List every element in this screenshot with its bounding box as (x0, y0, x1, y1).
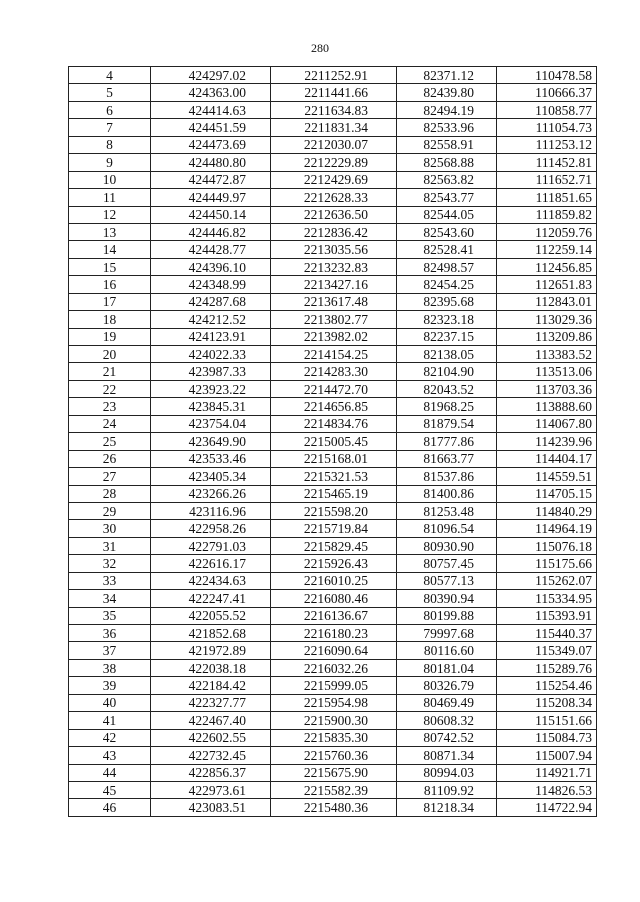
coord-x2-cell: 80390.94 (397, 590, 497, 607)
coord-x2-cell: 82454.25 (397, 276, 497, 293)
coord-x-cell: 423083.51 (151, 799, 271, 816)
coord-y-cell: 2211634.83 (271, 101, 397, 118)
table-row (69, 781, 597, 798)
coord-x-cell: 422791.03 (151, 537, 271, 554)
coord-x2-cell: 80930.90 (397, 537, 497, 554)
table-row (69, 572, 597, 589)
coord-y2-cell: 113703.36 (497, 380, 597, 397)
table-row (69, 607, 597, 624)
coord-y-cell: 2215005.45 (271, 433, 397, 450)
table-row (69, 415, 597, 432)
coord-y-cell: 2213617.48 (271, 293, 397, 310)
coord-y2-cell: 115151.66 (497, 712, 597, 729)
coord-y2-cell: 111859.82 (497, 206, 597, 223)
coord-y-cell: 2213802.77 (271, 311, 397, 328)
coord-x-cell: 424396.10 (151, 258, 271, 275)
coord-x2-cell: 80326.79 (397, 677, 497, 694)
table-row (69, 346, 597, 363)
coord-x-cell: 423649.90 (151, 433, 271, 450)
coord-x-cell: 424451.59 (151, 119, 271, 136)
coord-x2-cell: 80742.52 (397, 729, 497, 746)
coord-y-cell: 2214154.25 (271, 346, 397, 363)
coord-y2-cell: 114559.51 (497, 468, 597, 485)
point-number-cell: 40 (69, 694, 151, 711)
coord-y2-cell: 114404.17 (497, 450, 597, 467)
coord-x-cell: 423987.33 (151, 363, 271, 380)
coord-y-cell: 2215835.30 (271, 729, 397, 746)
coord-x-cell: 421972.89 (151, 642, 271, 659)
coord-x-cell: 424414.63 (151, 101, 271, 118)
coord-x-cell: 424428.77 (151, 241, 271, 258)
point-number-cell: 26 (69, 450, 151, 467)
coord-y-cell: 2215321.53 (271, 468, 397, 485)
coord-x2-cell: 82138.05 (397, 346, 497, 363)
coord-y2-cell: 112651.83 (497, 276, 597, 293)
point-number-cell: 19 (69, 328, 151, 345)
point-number-cell: 36 (69, 625, 151, 642)
point-number-cell: 34 (69, 590, 151, 607)
point-number-cell: 18 (69, 311, 151, 328)
coord-y-cell: 2216080.46 (271, 590, 397, 607)
coord-y2-cell: 115208.34 (497, 694, 597, 711)
coord-y2-cell: 114826.53 (497, 781, 597, 798)
coord-x2-cell: 81253.48 (397, 502, 497, 519)
point-number-cell: 7 (69, 119, 151, 136)
table-row (69, 84, 597, 101)
table-row (69, 311, 597, 328)
coord-y2-cell: 115349.07 (497, 642, 597, 659)
coord-y-cell: 2216136.67 (271, 607, 397, 624)
coord-x2-cell: 81537.86 (397, 468, 497, 485)
coord-x-cell: 422184.42 (151, 677, 271, 694)
table-row (69, 729, 597, 746)
coord-y2-cell: 111452.81 (497, 154, 597, 171)
table-row (69, 258, 597, 275)
coord-x-cell: 424450.14 (151, 206, 271, 223)
coord-x2-cell: 82323.18 (397, 311, 497, 328)
point-number-cell: 10 (69, 171, 151, 188)
point-number-cell: 9 (69, 154, 151, 171)
point-number-cell: 42 (69, 729, 151, 746)
table-row (69, 223, 597, 240)
coord-x2-cell: 81968.25 (397, 398, 497, 415)
table-row (69, 468, 597, 485)
coord-y2-cell: 112843.01 (497, 293, 597, 310)
coord-y2-cell: 112456.85 (497, 258, 597, 275)
coord-x2-cell: 80181.04 (397, 659, 497, 676)
coord-x-cell: 423116.96 (151, 502, 271, 519)
coord-x-cell: 422973.61 (151, 781, 271, 798)
point-number-cell: 37 (69, 642, 151, 659)
coord-y2-cell: 115262.07 (497, 572, 597, 589)
coord-x2-cell: 81109.92 (397, 781, 497, 798)
coord-y2-cell: 111253.12 (497, 136, 597, 153)
coord-y-cell: 2212636.50 (271, 206, 397, 223)
coord-y2-cell: 114921.71 (497, 764, 597, 781)
coord-x-cell: 421852.68 (151, 625, 271, 642)
coord-y-cell: 2214834.76 (271, 415, 397, 432)
coord-x-cell: 422602.55 (151, 729, 271, 746)
table-row (69, 380, 597, 397)
table-row (69, 67, 597, 84)
point-number-cell: 41 (69, 712, 151, 729)
coord-x-cell: 422732.45 (151, 747, 271, 764)
table-row (69, 154, 597, 171)
coord-x2-cell: 82104.90 (397, 363, 497, 380)
coord-y2-cell: 111054.73 (497, 119, 597, 136)
coord-x2-cell: 82563.82 (397, 171, 497, 188)
coord-y2-cell: 115289.76 (497, 659, 597, 676)
table-row (69, 206, 597, 223)
coord-y-cell: 2211831.34 (271, 119, 397, 136)
coord-y2-cell: 115076.18 (497, 537, 597, 554)
coord-y2-cell: 113513.06 (497, 363, 597, 380)
coord-y2-cell: 110478.58 (497, 67, 597, 84)
point-number-cell: 6 (69, 101, 151, 118)
point-number-cell: 16 (69, 276, 151, 293)
coord-x-cell: 424123.91 (151, 328, 271, 345)
point-number-cell: 29 (69, 502, 151, 519)
coord-y-cell: 2216032.26 (271, 659, 397, 676)
coord-y-cell: 2214656.85 (271, 398, 397, 415)
point-number-cell: 33 (69, 572, 151, 589)
coord-y-cell: 2215999.05 (271, 677, 397, 694)
point-number-cell: 21 (69, 363, 151, 380)
coord-y-cell: 2213232.83 (271, 258, 397, 275)
coord-y-cell: 2211441.66 (271, 84, 397, 101)
coord-y-cell: 2215480.36 (271, 799, 397, 816)
coord-x2-cell: 82544.05 (397, 206, 497, 223)
table-row (69, 189, 597, 206)
coord-y-cell: 2212836.42 (271, 223, 397, 240)
coord-x-cell: 423405.34 (151, 468, 271, 485)
point-number-cell: 8 (69, 136, 151, 153)
point-number-cell: 11 (69, 189, 151, 206)
table-row (69, 241, 597, 258)
coord-x-cell: 424480.80 (151, 154, 271, 171)
coord-y2-cell: 115440.37 (497, 625, 597, 642)
coord-y-cell: 2215829.45 (271, 537, 397, 554)
table-row (69, 764, 597, 781)
page-number: 280 (311, 41, 329, 55)
coord-x2-cell: 82533.96 (397, 119, 497, 136)
coord-x-cell: 424212.52 (151, 311, 271, 328)
coord-x2-cell: 82498.57 (397, 258, 497, 275)
coord-x2-cell: 82543.60 (397, 223, 497, 240)
point-number-cell: 17 (69, 293, 151, 310)
point-number-cell: 38 (69, 659, 151, 676)
point-number-cell: 30 (69, 520, 151, 537)
coord-x2-cell: 82568.88 (397, 154, 497, 171)
coord-y-cell: 2215900.30 (271, 712, 397, 729)
coord-y2-cell: 113209.86 (497, 328, 597, 345)
coord-y2-cell: 113888.60 (497, 398, 597, 415)
coord-x2-cell: 82043.52 (397, 380, 497, 397)
coord-y2-cell: 110858.77 (497, 101, 597, 118)
coord-y-cell: 2215719.84 (271, 520, 397, 537)
coord-x-cell: 424449.97 (151, 189, 271, 206)
coord-x-cell: 424363.00 (151, 84, 271, 101)
coord-y-cell: 2215168.01 (271, 450, 397, 467)
point-number-cell: 14 (69, 241, 151, 258)
coord-y2-cell: 114722.94 (497, 799, 597, 816)
coord-x2-cell: 80608.32 (397, 712, 497, 729)
coord-y-cell: 2216090.64 (271, 642, 397, 659)
table-row (69, 485, 597, 502)
coord-y2-cell: 114840.29 (497, 502, 597, 519)
point-number-cell: 46 (69, 799, 151, 816)
table-row (69, 677, 597, 694)
coord-y-cell: 2215582.39 (271, 781, 397, 798)
point-number-cell: 45 (69, 781, 151, 798)
table-row (69, 293, 597, 310)
coord-y-cell: 2212628.33 (271, 189, 397, 206)
coord-x-cell: 423923.22 (151, 380, 271, 397)
point-number-cell: 5 (69, 84, 151, 101)
table-row (69, 712, 597, 729)
coord-x2-cell: 81218.34 (397, 799, 497, 816)
coord-y2-cell: 115084.73 (497, 729, 597, 746)
table-row (69, 590, 597, 607)
point-number-cell: 31 (69, 537, 151, 554)
coord-x-cell: 423845.31 (151, 398, 271, 415)
coord-x2-cell: 80469.49 (397, 694, 497, 711)
coord-x2-cell: 80994.03 (397, 764, 497, 781)
coord-y2-cell: 115007.94 (497, 747, 597, 764)
point-number-cell: 28 (69, 485, 151, 502)
coord-x2-cell: 80757.45 (397, 555, 497, 572)
coord-y-cell: 2212229.89 (271, 154, 397, 171)
coord-y2-cell: 114705.15 (497, 485, 597, 502)
coord-x2-cell: 82237.15 (397, 328, 497, 345)
coord-y-cell: 2216180.23 (271, 625, 397, 642)
coord-x2-cell: 81777.86 (397, 433, 497, 450)
coord-x2-cell: 82395.68 (397, 293, 497, 310)
coord-x2-cell: 81879.54 (397, 415, 497, 432)
coord-x2-cell: 82528.41 (397, 241, 497, 258)
coord-y2-cell: 112259.14 (497, 241, 597, 258)
coord-x2-cell: 80199.88 (397, 607, 497, 624)
coord-y2-cell: 113383.52 (497, 346, 597, 363)
point-number-cell: 12 (69, 206, 151, 223)
coord-y-cell: 2211252.91 (271, 67, 397, 84)
table-row (69, 276, 597, 293)
coord-x2-cell: 81663.77 (397, 450, 497, 467)
coord-x2-cell: 82494.19 (397, 101, 497, 118)
table-row (69, 520, 597, 537)
coord-y-cell: 2215954.98 (271, 694, 397, 711)
point-number-cell: 20 (69, 346, 151, 363)
coord-x-cell: 422038.18 (151, 659, 271, 676)
table-row (69, 136, 597, 153)
coord-y2-cell: 111851.65 (497, 189, 597, 206)
point-number-cell: 23 (69, 398, 151, 415)
coord-x2-cell: 79997.68 (397, 625, 497, 642)
coord-x-cell: 422856.37 (151, 764, 271, 781)
coord-y2-cell: 112059.76 (497, 223, 597, 240)
coord-x-cell: 422327.77 (151, 694, 271, 711)
table-row (69, 799, 597, 816)
coord-y2-cell: 114964.19 (497, 520, 597, 537)
point-number-cell: 24 (69, 415, 151, 432)
coord-x-cell: 422958.26 (151, 520, 271, 537)
point-number-cell: 15 (69, 258, 151, 275)
table-row (69, 328, 597, 345)
coord-x-cell: 424348.99 (151, 276, 271, 293)
table-row (69, 642, 597, 659)
coord-y2-cell: 113029.36 (497, 311, 597, 328)
coord-y-cell: 2216010.25 (271, 572, 397, 589)
coord-y2-cell: 115393.91 (497, 607, 597, 624)
point-number-cell: 44 (69, 764, 151, 781)
coord-y-cell: 2213982.02 (271, 328, 397, 345)
coord-y-cell: 2215926.43 (271, 555, 397, 572)
coord-x2-cell: 82371.12 (397, 67, 497, 84)
coord-x-cell: 424297.02 (151, 67, 271, 84)
table-row (69, 433, 597, 450)
table-row (69, 502, 597, 519)
coord-y-cell: 2214472.70 (271, 380, 397, 397)
table-row (69, 119, 597, 136)
coord-x-cell: 424287.68 (151, 293, 271, 310)
coord-y-cell: 2215675.90 (271, 764, 397, 781)
coord-x2-cell: 80577.13 (397, 572, 497, 589)
table-row (69, 363, 597, 380)
table-row (69, 171, 597, 188)
coord-y-cell: 2212429.69 (271, 171, 397, 188)
coord-x2-cell: 82543.77 (397, 189, 497, 206)
coord-x-cell: 424022.33 (151, 346, 271, 363)
coord-y2-cell: 115175.66 (497, 555, 597, 572)
table-row (69, 537, 597, 554)
point-number-cell: 39 (69, 677, 151, 694)
coord-x-cell: 423533.46 (151, 450, 271, 467)
point-number-cell: 22 (69, 380, 151, 397)
coord-x-cell: 422467.40 (151, 712, 271, 729)
point-number-cell: 4 (69, 67, 151, 84)
coord-y-cell: 2213035.56 (271, 241, 397, 258)
coord-x-cell: 424473.69 (151, 136, 271, 153)
point-number-cell: 13 (69, 223, 151, 240)
coord-x2-cell: 82439.80 (397, 84, 497, 101)
coord-x2-cell: 82558.91 (397, 136, 497, 153)
table-row (69, 625, 597, 642)
coord-x-cell: 423754.04 (151, 415, 271, 432)
coord-x-cell: 422616.17 (151, 555, 271, 572)
coord-x2-cell: 81400.86 (397, 485, 497, 502)
coord-y-cell: 2213427.16 (271, 276, 397, 293)
coord-y-cell: 2215465.19 (271, 485, 397, 502)
table-row (69, 659, 597, 676)
coord-x2-cell: 81096.54 (397, 520, 497, 537)
coord-y2-cell: 115334.95 (497, 590, 597, 607)
coordinate-table-body (69, 67, 597, 817)
table-row (69, 101, 597, 118)
coord-y2-cell: 110666.37 (497, 84, 597, 101)
point-number-cell: 25 (69, 433, 151, 450)
coord-y-cell: 2215598.20 (271, 502, 397, 519)
coord-x2-cell: 80871.34 (397, 747, 497, 764)
table-row (69, 555, 597, 572)
coordinate-table (68, 66, 597, 817)
point-number-cell: 35 (69, 607, 151, 624)
table-row (69, 694, 597, 711)
coord-y-cell: 2214283.30 (271, 363, 397, 380)
coord-y2-cell: 115254.46 (497, 677, 597, 694)
table-row (69, 747, 597, 764)
coord-x-cell: 423266.26 (151, 485, 271, 502)
coord-x-cell: 422247.41 (151, 590, 271, 607)
point-number-cell: 32 (69, 555, 151, 572)
coord-x-cell: 424472.87 (151, 171, 271, 188)
table-row (69, 450, 597, 467)
point-number-cell: 27 (69, 468, 151, 485)
coord-x-cell: 422055.52 (151, 607, 271, 624)
coord-y-cell: 2215760.36 (271, 747, 397, 764)
coord-x2-cell: 80116.60 (397, 642, 497, 659)
point-number-cell: 43 (69, 747, 151, 764)
coord-y2-cell: 114239.96 (497, 433, 597, 450)
table-row (69, 398, 597, 415)
coord-x-cell: 422434.63 (151, 572, 271, 589)
coord-x-cell: 424446.82 (151, 223, 271, 240)
coord-y2-cell: 111652.71 (497, 171, 597, 188)
coord-y2-cell: 114067.80 (497, 415, 597, 432)
coord-y-cell: 2212030.07 (271, 136, 397, 153)
